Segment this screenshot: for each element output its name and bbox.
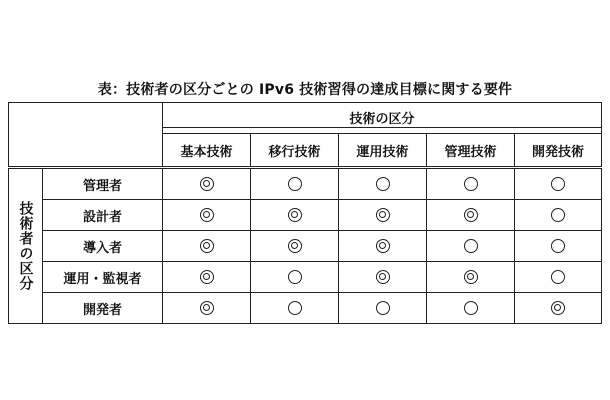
level-cell (163, 293, 251, 324)
row-group-label: 技術者の区分 (17, 201, 34, 291)
double-circle-icon (200, 301, 214, 315)
row-role-label: 設計者 (43, 200, 163, 231)
double-circle-icon (200, 208, 214, 222)
circle-icon (464, 239, 478, 253)
level-cell (339, 168, 427, 200)
level-cell (427, 262, 515, 293)
row-role-label: 開発者 (43, 293, 163, 324)
row-role-label: 導入者 (43, 231, 163, 262)
circle-icon (464, 301, 478, 315)
circle-icon (551, 208, 565, 222)
level-cell (515, 293, 602, 324)
table-caption: 表：技術者の区分ごとの IPv6 技術習得の達成目標に関する要件 (97, 82, 513, 98)
level-cell (163, 231, 251, 262)
double-circle-icon (200, 177, 214, 191)
table-row (9, 293, 602, 324)
row-role-label: 管理者 (43, 168, 163, 200)
circle-icon (376, 301, 390, 315)
level-cell (251, 200, 339, 231)
header-group-row (9, 103, 602, 134)
column-group-header (163, 103, 602, 134)
circle-icon (288, 270, 302, 284)
column-header-management: 管理技術 (427, 134, 515, 168)
level-cell (515, 200, 602, 231)
table-row (9, 200, 602, 231)
level-cell (339, 262, 427, 293)
circle-icon (288, 177, 302, 191)
level-cell (339, 231, 427, 262)
column-header-operation: 運用技術 (339, 134, 427, 168)
level-cell (427, 231, 515, 262)
double-circle-icon (376, 208, 390, 222)
circle-icon (288, 301, 302, 315)
double-circle-icon (551, 301, 565, 315)
level-cell (251, 168, 339, 200)
column-group-label: 技術の区分 (163, 108, 601, 128)
circle-icon (551, 239, 565, 253)
row-role-label: 運用・監視者 (43, 262, 163, 293)
table-row (9, 168, 602, 200)
double-circle-icon (200, 239, 214, 253)
level-cell (251, 262, 339, 293)
circle-icon (376, 177, 390, 191)
level-cell (163, 262, 251, 293)
level-cell (163, 200, 251, 231)
level-cell (515, 168, 602, 200)
level-cell (339, 200, 427, 231)
level-cell (339, 293, 427, 324)
double-circle-icon (464, 208, 478, 222)
level-cell (251, 231, 339, 262)
level-cell (163, 168, 251, 200)
row-group-header (9, 168, 43, 324)
requirements-table (8, 102, 602, 324)
double-circle-icon (464, 270, 478, 284)
double-circle-icon (288, 239, 302, 253)
column-header-basic: 基本技術 (163, 134, 251, 168)
circle-icon (464, 177, 478, 191)
circle-icon (551, 177, 565, 191)
column-header-migration: 移行技術 (251, 134, 339, 168)
circle-icon (551, 270, 565, 284)
double-circle-icon (376, 270, 390, 284)
level-cell (251, 293, 339, 324)
double-circle-icon (376, 239, 390, 253)
double-circle-icon (288, 208, 302, 222)
table-row (9, 231, 602, 262)
level-cell (427, 200, 515, 231)
column-header-development: 開発技術 (515, 134, 602, 168)
level-cell (427, 168, 515, 200)
level-cell (427, 293, 515, 324)
level-cell (515, 262, 602, 293)
table-row (9, 262, 602, 293)
double-circle-icon (200, 270, 214, 284)
header-corner-cell (9, 103, 163, 168)
level-cell (515, 231, 602, 262)
